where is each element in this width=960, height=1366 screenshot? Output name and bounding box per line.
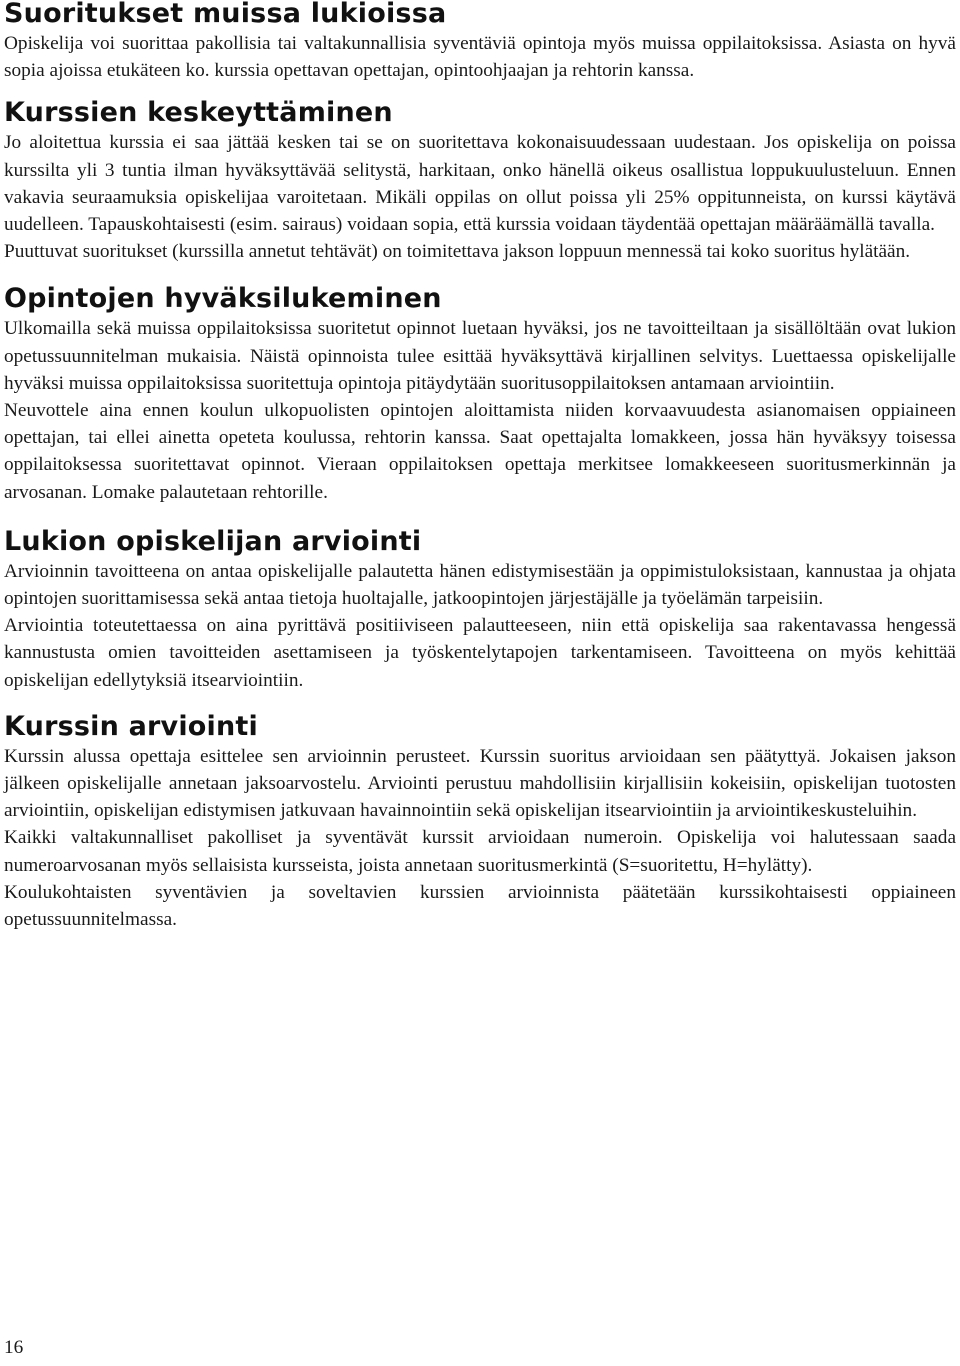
paragraph: Koulukohtaisten syventävien ja soveltavien kurssien arvioinnista päätetään kurssikohtaisesti oppiaineen opetussuunnitelmassa. — [4, 881, 956, 931]
document-page — [4, 0, 956, 933]
section-kurssien-keskeyttaminen — [4, 97, 956, 265]
paragraph: Ulkomailla sekä muissa oppilaitoksissa suoritetut opinnot luetaan hyväksi, jos ne tavoitteiltaan ja sisällöltään ovat lukion opetussuunnitelman mukaisia. Näistä opinnoista tulee esittää hyväksyttävä kirjallinen selvitys. Luettaessa opiskelijalle hyväksi muissa oppilaitoksissa suoritettuja opintoja pitäydytään suoritusoppilaitoksen antamaan arviointiin. — [4, 318, 956, 394]
section-suoritukset-muissa-lukioissa — [4, 0, 956, 84]
paragraph: Kurssin alussa opettaja esittelee sen arvioinnin perusteet. Kurssin suoritus arvioidaan sen päätyttyä. Jokaisen jakson jälkeen opiskelijalle annetaan jaksoarvostelu. Arviointi perustuu mahdollisiin kirjallisiin kokeisiin, opiskelijan tuotosten arviointiin, opiskelijan edistymisen jatkuvaan havainnointiin sekä opiskelijan itsearviointiin ja arviointikeskusteluihin. — [4, 745, 956, 822]
section-opintojen-hyvaksilukeminen — [4, 283, 956, 505]
section-heading: Suoritukset muissa lukioissa — [4, 0, 447, 29]
paragraph: Opiskelija voi suorittaa pakollisia tai valtakunnallisia syventäviä opintoja myös muissa oppilaitoksissa. Asiasta on hyvä sopia ajoissa etukäteen ko. kurssia opettavan opettajan, opintoohjaajan ja rehtorin kanssa. — [4, 33, 956, 82]
paragraph: Neuvottele aina ennen koulun ulkopuolisten opintojen aloittamista niiden korvaavuudesta asianomaisen oppiaineen opettajan, tai ellei ainetta opeteta koulussa, rehtorin kanssa. Saat opettajalta lomakkeen, jossa hän hyväksyy toisessa oppilaitoksessa suoritettavat opinnot. Vieraan oppilaitoksen opettaja merkitsee lomakkeeseen suoritusmerkinnän ja arvosanan. Lomake palautetaan rehtorille. — [4, 400, 956, 503]
section-heading: Opintojen hyväksilukeminen — [4, 283, 442, 315]
section-lukion-opiskelijan-arviointi — [4, 526, 956, 694]
paragraph: Kaikki valtakunnalliset pakolliset ja syventävät kurssit arvioidaan numeroin. Opiskelija voi halutessaan saada numeroarvosanan myös sellaisista kursseista, joista annetaan suoritusmerkintä (S=suoritettu, H=hylätty). — [4, 827, 956, 876]
section-heading: Kurssin arviointi — [4, 710, 258, 742]
paragraph: Jo aloitettua kurssia ei saa jättää kesken tai se on suoritettava kokonaisuudessaan uudestaan. Jos opiskelija on poissa kurssilta yli 3 tuntia ilman hyväksyttävää selitystä, harkitaan, onko hänellä oikeus osallistua loppukuulusteluun. Ennen vakavia seuraamuksia opiskelijaa varoitetaan. Mikäli oppilas on ollut poissa yli 25% oppitunneista, on kurssi käytävä uudelleen. Tapauskohtaisesti (esim. sairaus) voidaan sopia, että kurssia voidaan täydentää opettajan määräämällä tavalla. — [4, 132, 956, 236]
section-heading: Lukion opiskelijan arviointi — [4, 525, 422, 557]
page-number: 16 — [4, 1337, 24, 1358]
section-kurssin-arviointi — [4, 711, 956, 933]
paragraph: Puuttuvat suoritukset (kurssilla annetut tehtävät) on toimitettava jakson loppuun mennessä tai koko suoritus hylätään. — [4, 241, 911, 263]
paragraph: Arviointia toteutettaessa on aina pyrittävä positiiviseen palautteeseen, niin että opiskelija saa rakentavassa hengessä kannustusta omien tavoitteiden asettamiseen ja työskentelytapojen tarkentamiseen. Tavoitteena on myös kehittää opiskelijan edellytyksiä itsearviointiin. — [4, 615, 956, 691]
section-heading: Kurssien keskeyttäminen — [4, 97, 393, 129]
paragraph: Arvioinnin tavoitteena on antaa opiskelijalle palautetta hänen edistymisestään ja oppimistuloksistaan, kannustaa ja ohjata opintojen suorittamisessa sekä antaa tietoja huoltajalle, jatkoopintojen järjestäjälle ja työelämän tarpeisiin. — [4, 560, 956, 610]
